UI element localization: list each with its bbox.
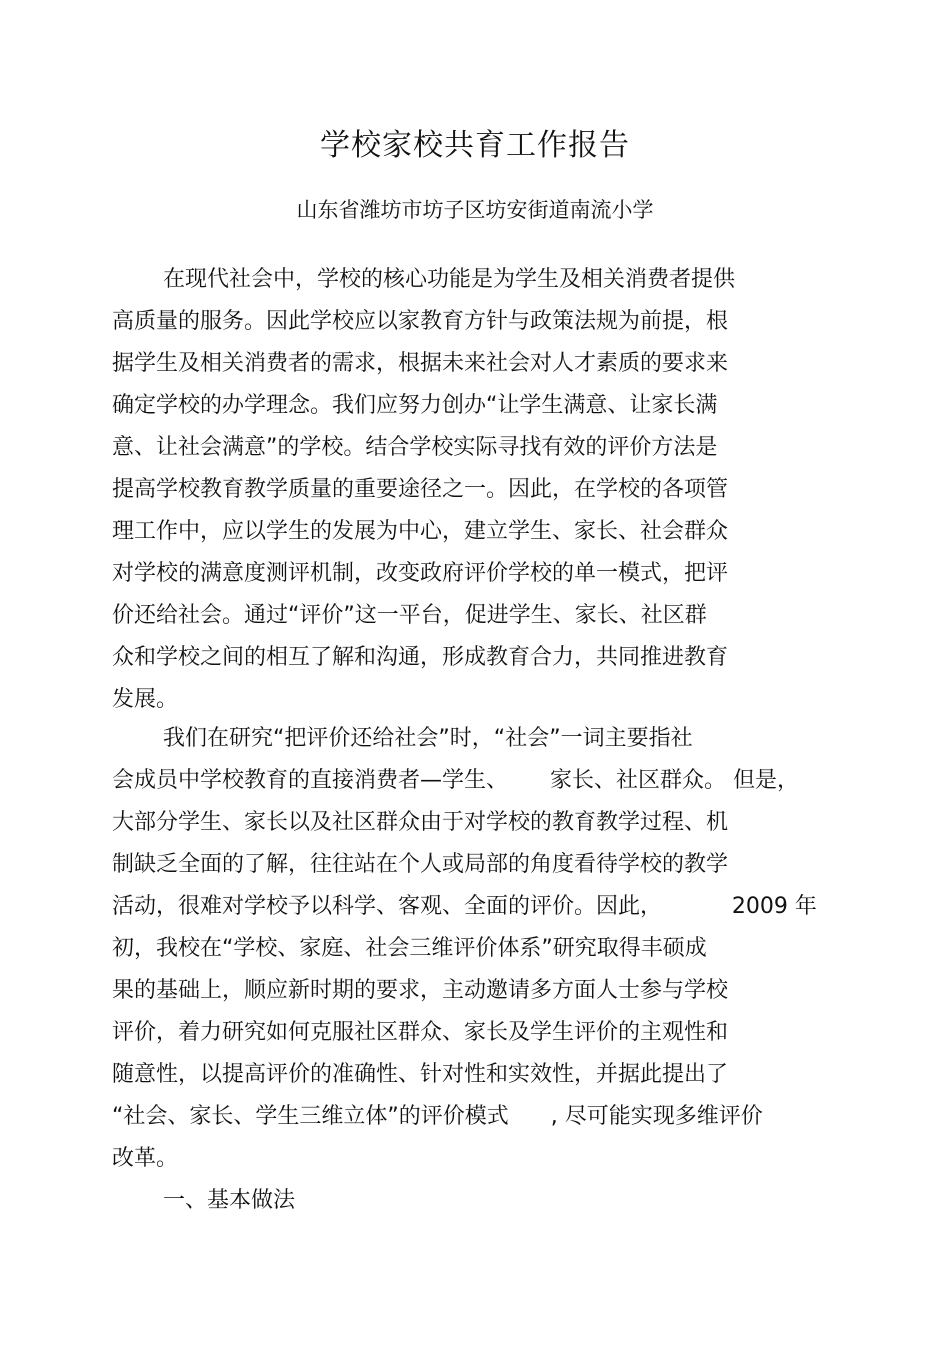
paragraph-line: 高质量的服务。因此学校应以家教育方针与政策法规为前提，根 xyxy=(112,309,729,334)
paragraph-line: 改革。 xyxy=(112,1146,179,1171)
paragraph-line: 随意性，以提高评价的准确性、针对性和实效性，并据此提出了 xyxy=(112,1062,729,1087)
paragraph-line: 理工作中，应以学生的发展为中心，建立学生、家长、社会群众 xyxy=(112,519,729,544)
paragraph-line: 提高学校教育教学质量的重要途径之一。因此，在学校的各项管 xyxy=(112,477,729,502)
paragraph-line: 在现代社会中，学校的核心功能是为学生及相关消费者提供 xyxy=(163,267,736,292)
paragraph-line: 发展。 xyxy=(112,687,179,712)
paragraph-line: 意、让社会满意”的学校。结合学校实际寻找有效的评价方法是 xyxy=(112,435,718,460)
paragraph-line: 会成员中学校教育的直接消费者—学生、 家长、社区群众。 但是， xyxy=(112,768,799,793)
paragraph-line: 大部分学生、家长以及社区群众由于对学校的教育教学过程、机 xyxy=(112,810,729,835)
paragraph-line: 确定学校的办学理念。我们应努力创办“让学生满意、让家长满 xyxy=(112,393,718,418)
paragraph-line: 众和学校之间的相互了解和沟通，形成教育合力，共同推进教育 xyxy=(112,645,729,670)
paragraph-line: 我们在研究“把评价还给社会”时，“社会”一词主要指社 xyxy=(163,726,693,751)
paragraph-line: 活动，很难对学校予以科学、客观、全面的评价。因此， 2009 年 xyxy=(112,894,817,919)
paragraph-line: 对学校的满意度测评机制，改变政府评价学校的单一模式，把评 xyxy=(112,561,729,586)
paragraph-line: 制缺乏全面的了解，往往站在个人或局部的角度看待学校的教学 xyxy=(112,852,729,877)
paragraph-line: 价还给社会。通过“评价”这一平台，促进学生、家长、社区群 xyxy=(112,603,707,628)
document-title: 学校家校共育工作报告 xyxy=(320,128,630,163)
paragraph-line: “社会、家长、学生三维立体”的评价模式 , 尽可能实现多维评价 xyxy=(112,1104,763,1129)
document-subtitle: 山东省潍坊市坊子区坊安街道南流小学 xyxy=(296,198,654,222)
section-heading: 一、基本做法 xyxy=(163,1188,296,1213)
paragraph-line: 评价，着力研究如何克服社区群众、家长及学生评价的主观性和 xyxy=(112,1020,729,1045)
paragraph-line: 初，我校在“学校、家庭、社会三维评价体系”研究取得丰硕成 xyxy=(112,936,707,961)
paragraph-line: 果的基础上，顺应新时期的要求，主动邀请多方面人士参与学校 xyxy=(112,978,729,1003)
paragraph-line: 据学生及相关消费者的需求，根据未来社会对人才素质的要求来 xyxy=(112,351,729,376)
